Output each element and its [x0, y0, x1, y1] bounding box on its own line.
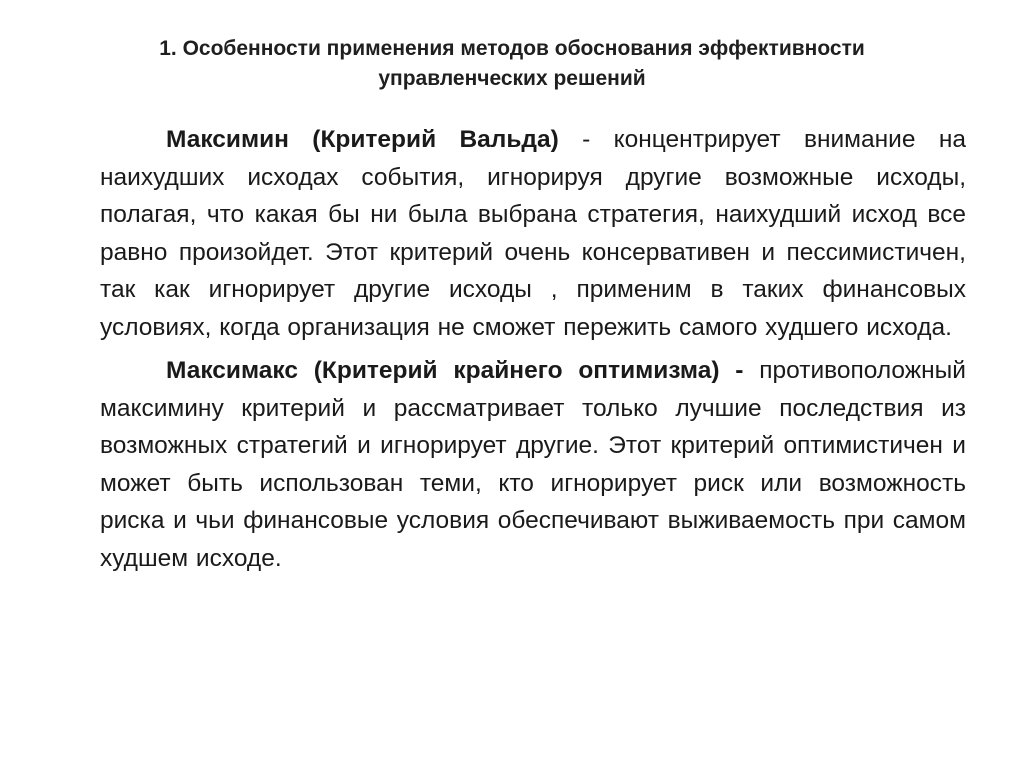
paragraph-maximin [100, 121, 966, 346]
slide-title [100, 34, 924, 94]
term-maximin: Максимин (Критерий Вальда) [166, 126, 559, 153]
slide-title-line-2: управленческих решений [378, 67, 646, 90]
paragraph-maximax [100, 352, 966, 577]
definition-maximax: противоположный максимину критерий и рассматривает только лучшие последствия из возможных стратегий и игнорирует другие. Этот критерий оптимистичен и может быть использован теми, кто игнорирует риск или возможность риска и чьи финансовые условия обеспечивают выживаемость при самом худшем исходе. [100, 357, 966, 572]
slide-body [100, 121, 966, 577]
slide-title-line-1: 1. Особенности применения методов обоснования эффективности [159, 37, 865, 60]
term-maximax: Максимакс (Критерий крайнего оптимизма) - [166, 357, 744, 384]
definition-maximin: - концентрирует внимание на наихудших исходах события, игнорируя другие возможные исходы, полагая, что какая бы ни была выбрана стратегия, наихудший исход все равно произойдет. Этот критерий очень консервативен и пессимистичен, так как игнорирует другие исходы , применим в таких финансовых условиях, когда организация не сможет пережить самого худшего исхода. [100, 126, 966, 341]
